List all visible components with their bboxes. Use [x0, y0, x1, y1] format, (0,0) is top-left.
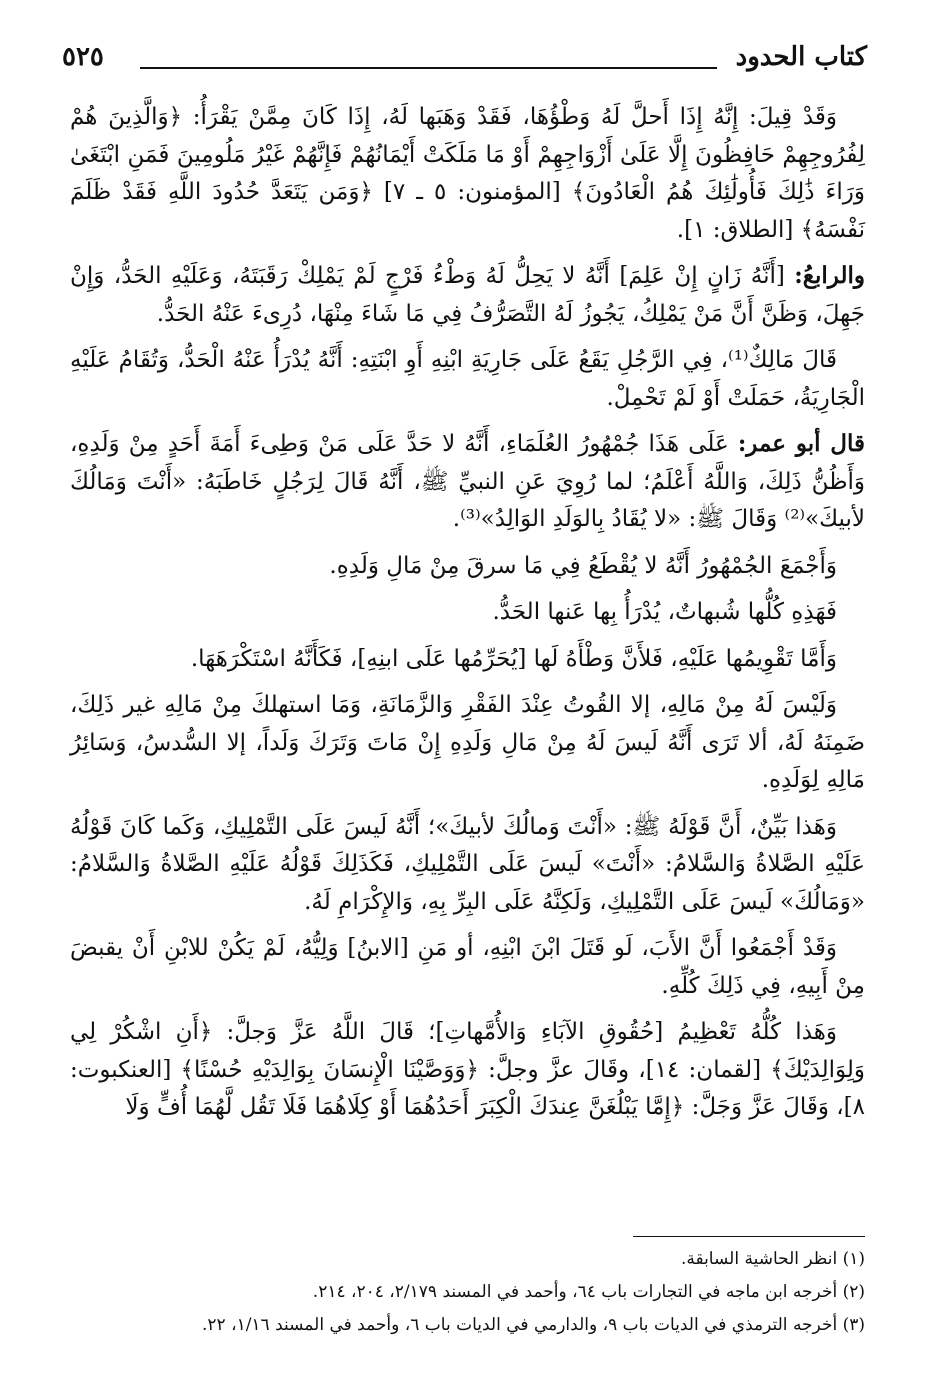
footnote-3: (٣) أخرجه الترمذي في الديات باب ٩، والدارمي في الديات باب ٦، وأحمد في المسند ١/١٦، ٢٢.	[202, 1315, 865, 1335]
paragraph-text: وَقَدْ قِيلَ: إِنَّهُ إِذَا أَحلَّ لَهُ وَطْؤُهَا، فَقَدْ وَهَبَها لَهُ، إِذَا كَانَ مِمَّنْ يَقْرَأُ: ﴿وَالَّذِينَ هُمْ لِفُرُوجِهِمْ حَافِظُونَ إِلَّا عَلَىٰ أَزْوَاجِهِمْ أَوْ مَا مَلَكَتْ أَيْمَانُهُمْ فَإِنَّهُمْ غَيْرُ مَلُومِينَ فَمَنِ ابْتَغَىٰ وَرَاءَ ذَٰلِكَ فَأُولَٰئِكَ هُمُ الْعَادُونَ﴾ [المؤمنون: ٥ ـ ٧] ﴿وَمَن يَتَعَدَّ حُدُودَ اللَّهِ فَقَدْ ظَلَمَ نَفْسَهُ﴾ [الطلاق: ١].	[70, 104, 865, 243]
paragraph-1	[70, 98, 865, 249]
paragraph-text: وَهَذا بَيِّنٌ، أَنَّ قَوْلَهُ ﷺ: «أَنْتَ وَمالُكَ لأبيكَ»؛ أَنَّهُ لَيسَ عَلَى التَّمْلِيكِ، وَكَما كَانَ قَوْلُهُ عَلَيْهِ الصَّلاةُ وَالسَّلامُ: «أَنْتَ» لَيسَ عَلَى التَّمْلِيكِ، فَكَذَلِكَ قَوْلُهُ عَلَيْهِ الصَّلاةُ وَالسَّلامُ: «وَمَالُكَ» لَيسَ عَلَى التَّمْلِيكِ، وَلَكِنَّهُ عَلَى البِرِّ بِهِ، وَالإِكْرَامِ لَهُ.	[70, 813, 865, 915]
paragraph-5	[70, 547, 865, 586]
paragraph-text: عَلَى هَذَا جُمْهُورُ العُلَمَاءِ، أَنَّهُ لا حَدَّ عَلَى مَنْ وَطِىءَ أَمَةَ أَحَدٍ مِنْ وَلَدِهِ، وَأَظُنُّ ذَلِكَ، وَاللَّهُ أَعْلَمُ؛ لما رُوِيَ عَنِ النبيِّ ﷺ، أَنَّهُ قَالَ لِرَجُلٍ خَاطَبَهُ: «أَنْتَ وَمَالُكَ لأبيكَ»⁽²⁾ وَقَالَ ﷺ: «لا يُقَادُ بِالوَلَدِ الوَالِدُ»⁽³⁾.	[70, 431, 865, 532]
paragraph-text: قَالَ مَالِكٌ⁽¹⁾، فِي الرَّجُلِ يَقَعُ عَلَى جَارِيَةِ ابْنِهِ أَوِ ابْنَتِهِ: أَنَّهُ يُدْرَأُ عَنْهُ الْحَدُّ، وَتُقَامُ عَلَيْهِ الْجَارِيَةُ، حَمَلَتْ أَوْ لَمْ تَحْمِلْ.	[70, 347, 865, 411]
header-rule	[140, 67, 717, 69]
paragraph-9	[70, 808, 865, 922]
running-title: كتاب الحدود	[735, 42, 867, 72]
paragraph-text: وَأَمَّا تَقْوِيمُها عَلَيْهِ، فَلأَنَّ وَطْأَهُ لَها [يُحَرِّمُها عَلَى ابنِهِ]، فَكَأَنَّهُ اسْتَكْرَهَهَا.	[190, 645, 837, 672]
footnotes	[70, 1236, 865, 1342]
paragraph-lead: والرابعُ:	[794, 262, 865, 289]
paragraph-11	[70, 1013, 865, 1127]
paragraph-text: وَلَيْسَ لَهُ مِنْ مَالِهِ، إلا القُوتُ عِنْدَ الفَقْرِ وَالزَّمَانَةِ، وَمَا استهلكَ مِنْ مَالِهِ غير ذَلِكَ، ضَمِنَهُ لَهُ، ألا تَرَى أَنَّهُ لَيسَ لَهُ مِنْ مَالِ وَلَدِهِ إِنْ مَاتَ وَتَرَكَ وَلَداً، إلا السُّدسُ، وَسَائِرُ مَالِهِ لِوَلَدِهِ.	[70, 692, 865, 793]
footnote-rule	[633, 1236, 865, 1237]
paragraph-text: وَأَجْمَعَ الجُمْهُورُ أَنَّهُ لا يُقْطَعُ فِي مَا سرقَ مِنْ مَالِ وَلَدِهِ.	[329, 552, 837, 579]
paragraph-text: فَهَذِهِ كُلُّها شُبهاتٌ، يُدْرَأُ بِها عَنها الحَدُّ.	[492, 599, 837, 625]
footnote-1: (١) انظر الحاشية السابقة.	[680, 1249, 865, 1269]
paragraph-8	[70, 686, 865, 800]
paragraph-3	[70, 341, 865, 417]
page-number: ٥٢٥	[62, 42, 104, 72]
paragraph-7	[70, 640, 865, 679]
paragraph-text: وَقَدْ أَجْمَعُوا أَنَّ الأَبَ، لَو قَتَلَ ابْنَ ابْنِهِ، أو مَنِ [الابنُ] وَلِيُّهُ، لَمْ يَكُنْ للابْنِ أَنْ يقبضَ مِنْ أَبِيهِ، فِي ذَلِكَ كُلِّهِ.	[70, 935, 865, 999]
paragraph-2	[70, 257, 865, 333]
page-header	[62, 40, 867, 80]
paragraph-text: [أَنَّهُ زَانٍ إِنْ عَلِمَ] أَنَّهُ لا يَحِلُّ لَهُ وَطْءُ فَرْجٍ لَمْ يَمْلِكْ رَقَبَتَهُ، وَعَلَيْهِ الحَدُّ، وَإِنْ جَهِلَ، وَظَنَّ أَنَّ مَنْ يَمْلِكُ، يَجُوزُ لَهُ التَّصَرُّفُ فِي مَا شَاءَ مِنْهَا، دُرِىءَ عَنْهُ الحَدُّ.	[70, 263, 865, 327]
paragraph-lead: قال أبو عمر:	[737, 430, 866, 457]
main-text	[70, 98, 865, 1135]
footnote-2: (٢) أخرجه ابن ماجه في التجارات باب ٦٤، وأحمد في المسند ٢/١٧٩، ٢٠٤، ٢١٤.	[312, 1282, 865, 1302]
paragraph-4	[70, 425, 865, 539]
paragraph-text: وَهَذا كُلُّهُ تَعْظِيمُ [حُقُوقِ الآبَاءِ وَالأُمَّهاتِ]؛ قَالَ اللَّهُ عَزَّ وَجلَّ: ﴿أَنِ اشْكُرْ لِي وَلِوَالِدَيْكَ﴾ [لقمان: ١٤]، وقَالَ عزَّ وجلَّ: ﴿وَوَصَّيْنَا الْإِنسَانَ بِوَالِدَيْهِ حُسْنًا﴾ [العنكبوت: ٨]، وَقَالَ عَزَّ وَجَلَّ: ﴿إِمَّا يَبْلُغَنَّ عِندَكَ الْكِبَرَ أَحَدُهُمَا أَوْ كِلَاهُمَا فَلَا تَقُل لَّهُمَا أُفٍّ وَلَا	[70, 1019, 865, 1120]
paragraph-6	[70, 593, 865, 632]
paragraph-10	[70, 929, 865, 1005]
